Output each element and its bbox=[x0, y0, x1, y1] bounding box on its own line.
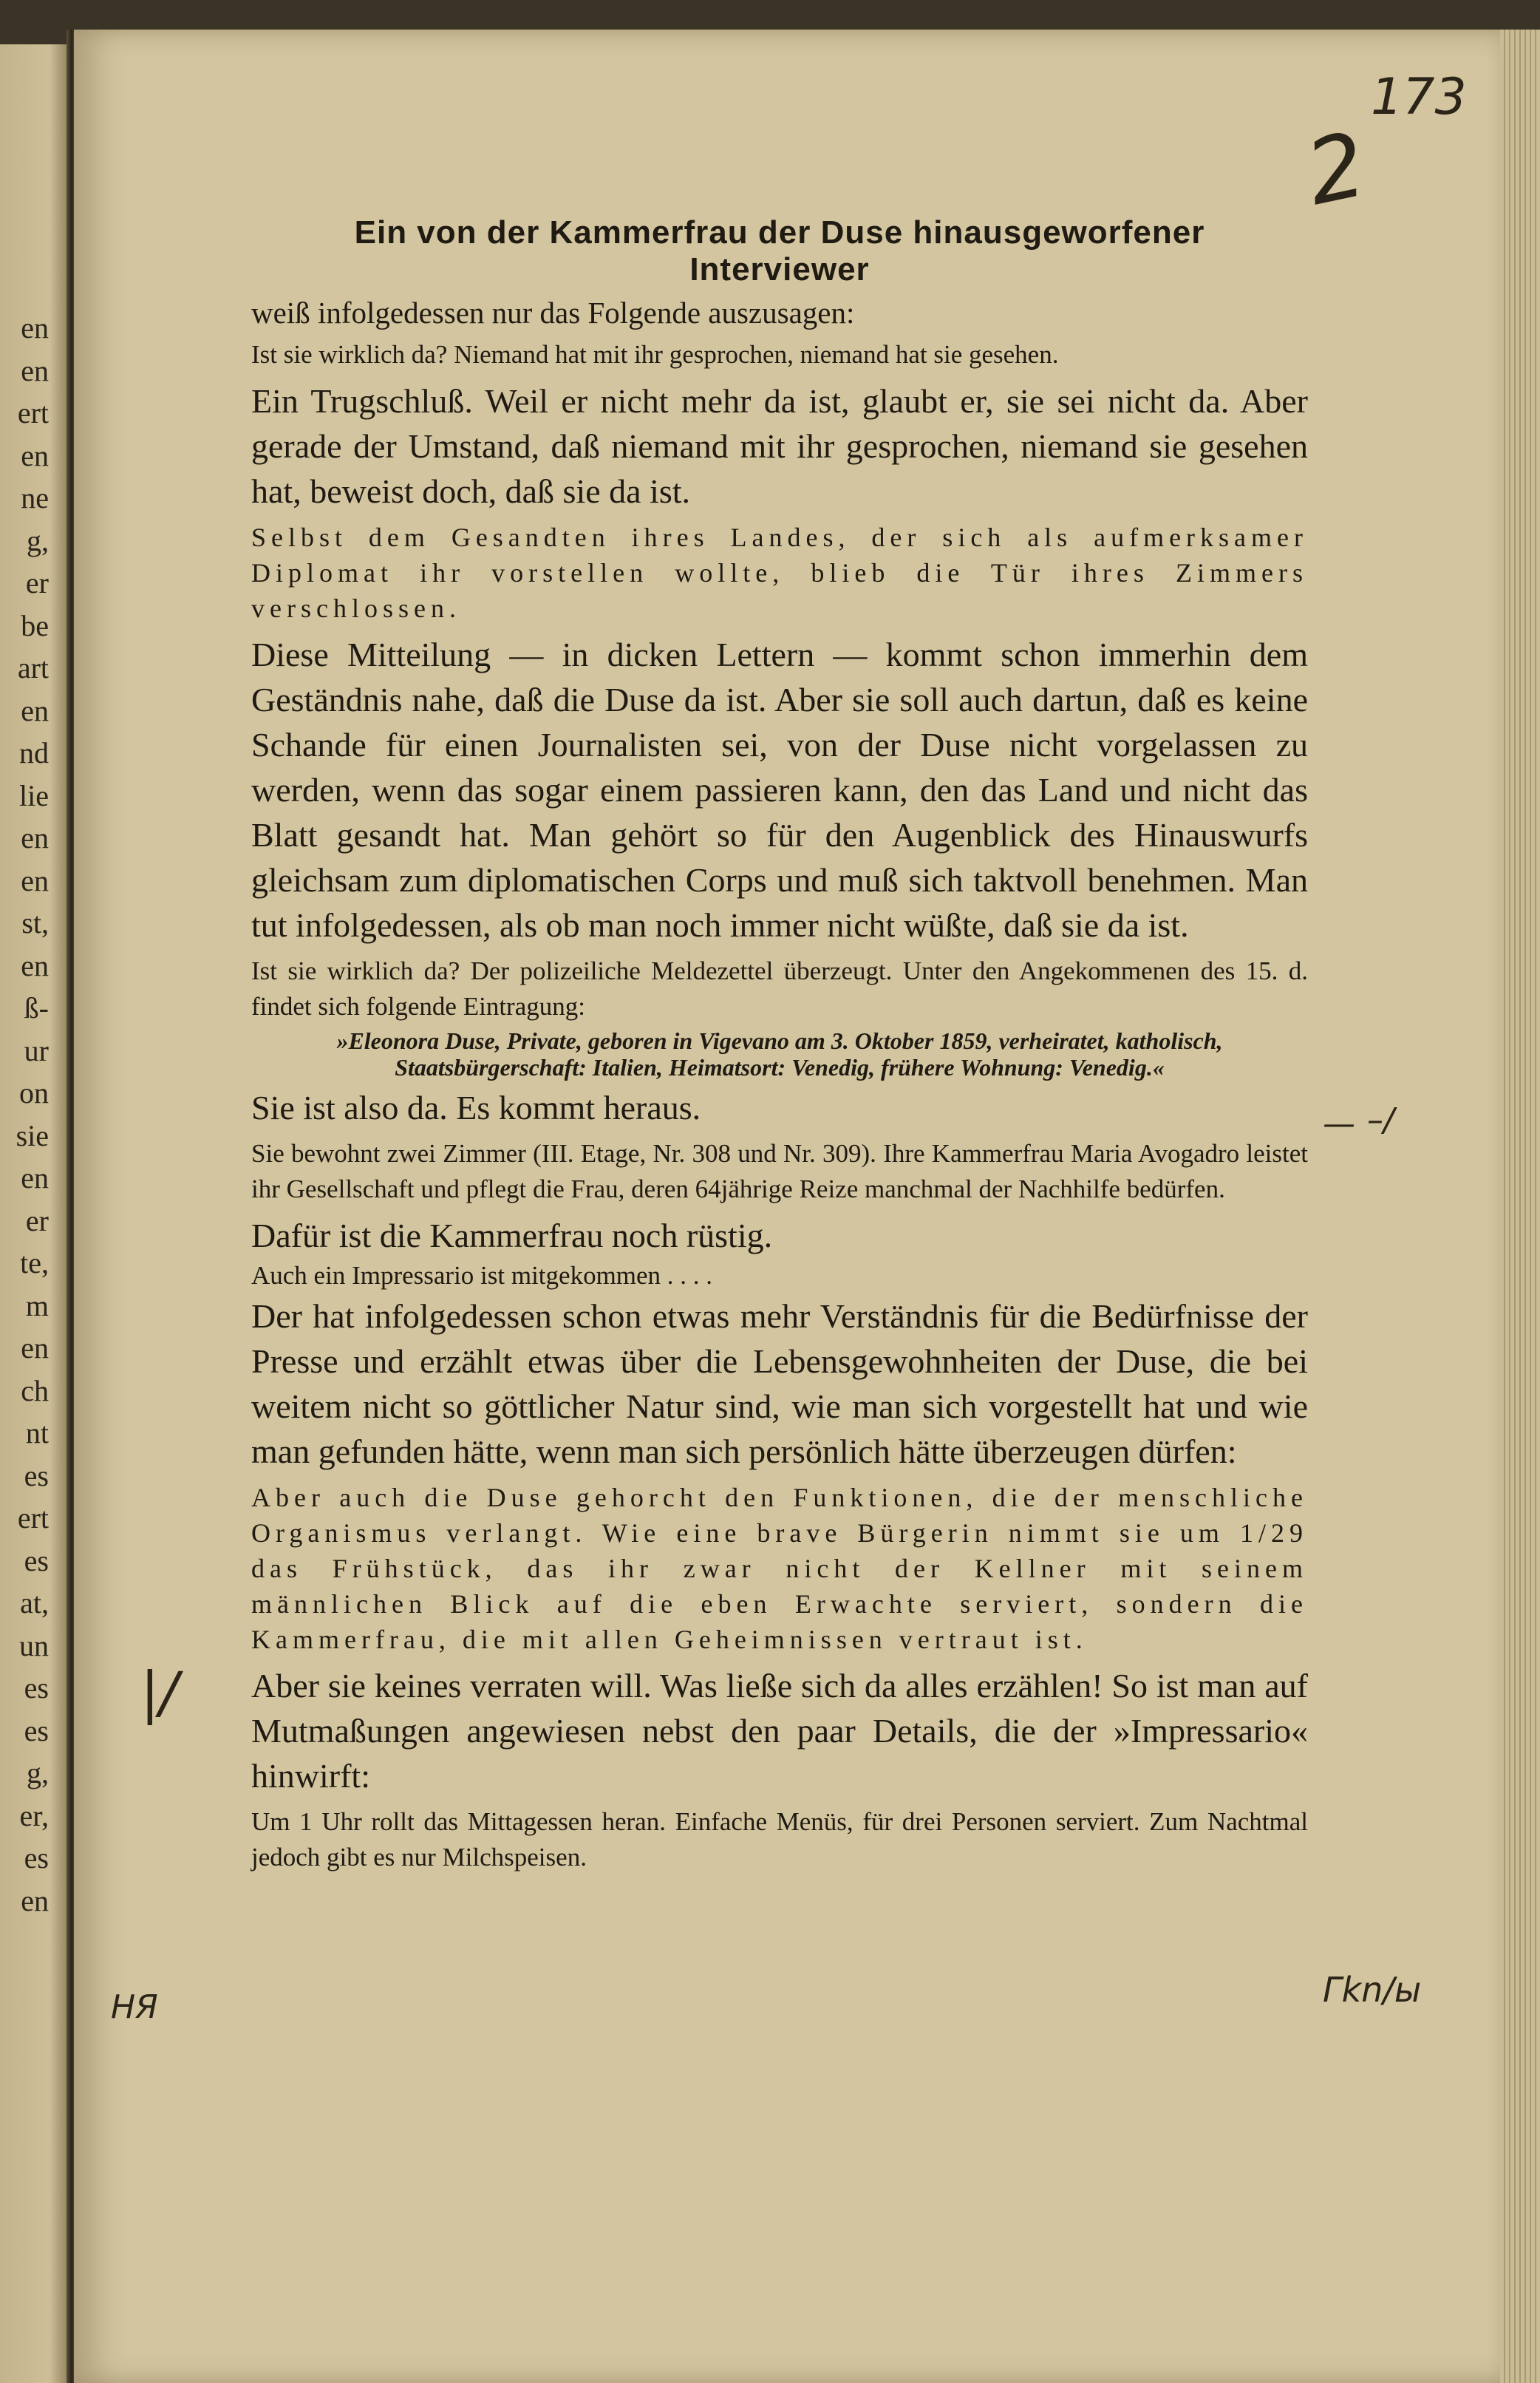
left-page-fragment: er bbox=[25, 566, 49, 599]
left-page-fragment: er, bbox=[19, 1798, 49, 1832]
handwritten-margin-mark-3: |/ bbox=[140, 1659, 179, 1725]
left-page-fragment: en bbox=[21, 693, 49, 727]
handwritten-margin-mark-1: –/ bbox=[1367, 1101, 1394, 1139]
left-page-fragment: es bbox=[24, 1543, 49, 1577]
left-page-fragment: en bbox=[21, 1883, 49, 1917]
paragraph-3: Selbst dem Gesandten ihres Landes, der sich als aufmerksamer Diplomat ihr vorstellen wollte, blieb die Tür ihres Zimmers verschlossen. bbox=[251, 523, 1308, 623]
paragraph-9: Auch ein Impressario ist mitgekommen . . . . bbox=[251, 1261, 713, 1290]
left-page-fragment: ert bbox=[17, 1501, 49, 1534]
intro-line: weiß infolgedessen nur das Folgende auszusagen: bbox=[251, 296, 855, 330]
handwritten-margin-dash: — bbox=[1323, 1105, 1355, 1143]
left-page-fragment: en bbox=[21, 438, 49, 472]
left-page-fragment: ert bbox=[17, 396, 49, 429]
title-line-1: Ein von der Kammerfrau der Duse hinausgeworfener bbox=[354, 214, 1205, 251]
left-page-fragment: art bbox=[17, 651, 49, 684]
left-page-fragment: sie bbox=[16, 1118, 49, 1152]
paragraph-8: Dafür ist die Kammerfrau noch rüstig. bbox=[251, 1217, 773, 1254]
left-page-fragment: en bbox=[21, 948, 49, 982]
paragraph-1: Ist sie wirklich da? Niemand hat mit ihr gesprochen, niemand hat sie gesehen. bbox=[251, 340, 1059, 369]
paragraph-4: Diese Mitteilung — in dicken Lettern — kommt schon immerhin dem Geständnis nahe, daß die Duse da ist. Aber sie soll auch dartun, daß es keine Schande für einen Journalisten sei, von der Duse nicht vorgelassen zu werden, wenn das sogar einem passieren kann, den das Land und nicht das Blatt gesandt hat. Man gehört so für den Augenblick des Hinauswurfs gleichsam zum diplomatischen Corps und muß sich taktvoll benehmen. Man tut infolgedessen, als ob man noch immer nicht wüßte, daß sie da ist. bbox=[251, 636, 1308, 944]
paragraph-7: Sie bewohnt zwei Zimmer (III. Etage, Nr. 308 und Nr. 309). Ihre Kammerfrau Maria Avogadro leistet ihr Gesellschaft und pflegt die Frau, deren 64jährige Reize manchmal der Nachhilfe bedürfen. bbox=[251, 1139, 1308, 1203]
left-page-fragment: en bbox=[21, 353, 49, 387]
left-page-fragment: er bbox=[25, 1203, 49, 1237]
page-stack-edge bbox=[1500, 30, 1540, 2383]
paragraph-6: Sie ist also da. Es kommt heraus. bbox=[251, 1089, 701, 1126]
left-page-fragment: ne bbox=[21, 481, 49, 514]
left-page-fragment: ur bbox=[24, 1033, 49, 1067]
left-page-fragment: es bbox=[24, 1671, 49, 1704]
left-page-fragment: ch bbox=[21, 1373, 49, 1407]
handwritten-top-mark: 2 bbox=[1298, 113, 1374, 226]
registration-quote: »Eleonora Duse, Private, geboren in Vigevano am 3. Oktober 1859, verheiratet, katholisch, Staatsbürgerschaft: Italien, Heimatsort: Venedig, frühere Wohnung: Venedig.« bbox=[336, 1027, 1223, 1081]
left-page-fragment: te, bbox=[20, 1246, 49, 1279]
paragraph-10: Der hat infolgedessen schon etwas mehr Verständnis für die Bedürfnisse der Presse und erzählt etwas über die Lebensgewohnheiten der Duse, die bei weitem nicht so göttlicher Natur sind, wie man sich vorgestellt hat und wie man gefunden hätte, wenn man sich persönlich hätte überzeugen dürfen: bbox=[251, 1297, 1308, 1470]
paragraph-12: Aber sie keines verraten will. Was ließe sich da alles erzählen! So ist man auf Mutmaßungen angewiesen nebst den paar Details, die der »Impressario« hinwirft: bbox=[251, 1667, 1308, 1795]
left-page-fragment: at, bbox=[20, 1586, 49, 1619]
paragraph-13: Um 1 Uhr rollt das Mittagessen heran. Einfache Menüs, für drei Personen serviert. Zum Nachtmal jedoch gibt es nur Milchspeisen. bbox=[251, 1807, 1308, 1872]
handwritten-margin-mark-2: HЯ bbox=[111, 1988, 158, 2026]
left-page-fragment: lie bbox=[19, 778, 49, 812]
left-page-fragment: st, bbox=[21, 906, 49, 939]
left-page-fragment: en bbox=[21, 1331, 49, 1364]
left-page-fragment: es bbox=[24, 1713, 49, 1747]
left-page-fragment: en bbox=[21, 821, 49, 854]
left-page-fragment: be bbox=[21, 608, 49, 642]
handwritten-margin-note: Γkn/ы bbox=[1323, 1970, 1422, 2010]
left-page-fragment: nd bbox=[19, 736, 49, 769]
left-page-fragment: on bbox=[19, 1076, 49, 1109]
paragraph-5: Ist sie wirklich da? Der polizeiliche Meldezettel überzeugt. Unter den Angekommenen des 15. d. findet sich folgende Eintragung: bbox=[251, 956, 1308, 1021]
left-page-fragment: en bbox=[21, 311, 49, 344]
left-page-fragment: ß- bbox=[24, 991, 49, 1024]
left-page-edge bbox=[0, 44, 71, 2383]
left-page-fragment: es bbox=[24, 1841, 49, 1874]
paragraph-11: Aber auch die Duse gehorcht den Funktionen, die der menschliche Organismus verlangt. Wie eine brave Bürgerin nimmt sie um 1/29 das Frühstück, das ihr zwar nicht der Kellner mit seinem männlichen Blick auf die eben Erwachte serviert, sondern die Kammerfrau, die mit allen Geheimnissen vertraut ist. bbox=[251, 1483, 1308, 1654]
left-page-fragment: en bbox=[21, 863, 49, 897]
left-page-fragment: nt bbox=[25, 1416, 49, 1449]
article bbox=[251, 214, 1308, 1875]
left-page-fragment: en bbox=[21, 1161, 49, 1194]
title-line-2: Interviewer bbox=[689, 251, 870, 288]
left-page-fragment: es bbox=[24, 1458, 49, 1492]
article-title bbox=[251, 214, 1308, 288]
left-page-fragment: un bbox=[19, 1628, 49, 1662]
page-number: 173 bbox=[1371, 68, 1467, 126]
left-page-fragment: g, bbox=[27, 523, 49, 557]
left-page-fragment: m bbox=[25, 1288, 49, 1322]
paragraph-2: Ein Trugschluß. Weil er nicht mehr da ist, glaubt er, sie sei nicht da. Aber gerade der Umstand, daß niemand mit ihr gesprochen, niemand sie gesehen hat, beweist doch, daß sie da ist. bbox=[251, 382, 1308, 510]
left-page-fragment: g, bbox=[27, 1756, 49, 1789]
